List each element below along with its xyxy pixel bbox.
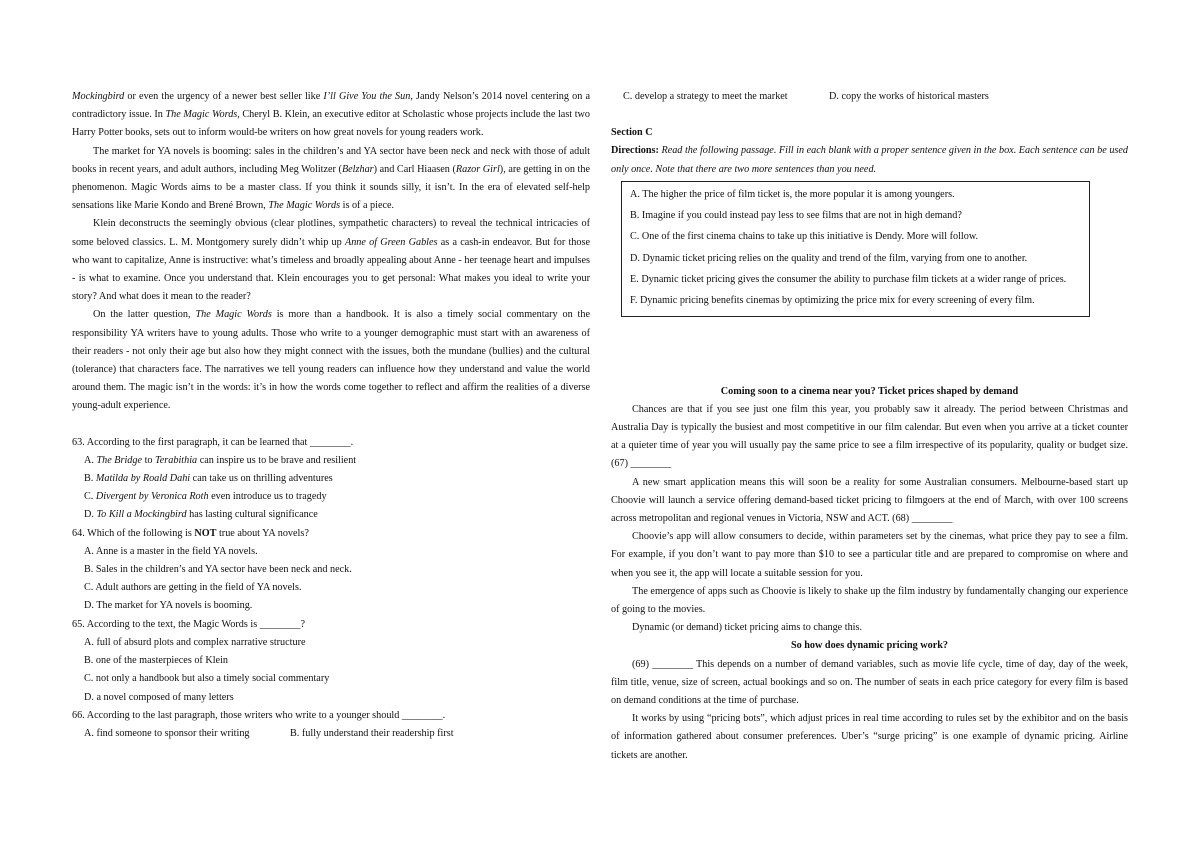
question-66-option-d[interactable]: D. copy the works of historical masters [829,91,989,102]
passage-paragraph-6: (69) ________ This depends on a number of demand variables, such as movie life cycle, time of day, day of the week, film title, venue, size of screen, actual bookings and so on. The number of seats in each price category for every film is based on demand conditions at the time of purchase. [611,658,1128,707]
option-letter: B. [84,473,96,485]
book-title: Razor Girl [455,163,500,175]
book-title: Terabithia [155,454,198,466]
text-run: 64. Which of the following is [72,527,195,539]
option-letter: C. [84,491,96,503]
passage-paragraph-7: It works by using “pricing bots”, which adjust prices in real time according to rules set by the exhibitor and on the basis of information gathered about consumer preferences. Uber’s “surge pricing” is one example of dynamic pricing. Airline tickets are another. [611,713,1128,761]
question-65-stem: 65. According to the text, the Magic Words is ________? [72,618,305,630]
option-letter: A. [84,454,97,466]
spacer [72,416,590,434]
question-66-stem: 66. According to the last paragraph, those writers who write to a younger should ________. [72,709,446,721]
book-title: Mockingbird [72,91,125,102]
book-title: To Kill a Mockingbird [96,509,187,521]
sentence-option-c[interactable]: C. One of the first cinema chains to take up this initiative is Dendy. More will follow. [630,231,979,243]
question-64-option-a[interactable]: A. Anne is a master in the field YA novels. [84,545,258,557]
right-column [611,88,1128,765]
question-63-stem: 63. According to the first paragraph, it can be learned that ________. [72,436,354,448]
question-66-options-cd [611,88,1128,106]
book-title: The Bridge [96,454,143,466]
text-run: is more than a handbook. It is also a timely social commentary on the responsibility YA writers have to young adults. Those who write to a younger demographic must start with an awareness of their readers - not only their age but also how they might connect with the issues, both the mundane (bullies) and the cultural (tolerance) that characters face. The narratives we tell young readers can influence how they understand and value the world around them. The magic isn’t in the words: it’s in how the words come together to reflect and affirm the realities of a diverse young-adult experience. [72,309,590,412]
passage-paragraph-1: Chances are that if you see just one film this year, you probably saw it already. The period between Christmas and Australia Day is typically the busiest and most competitive in our film calendar. But even when you arrive at a ticket counter at a quieter time of year you will usually pay the same price to see a film irrespective of its popularity, quality or budget size. (67) ________ [611,403,1128,470]
question-66-option-b[interactable]: B. fully understand their readership first [290,727,454,739]
spacer [611,317,1128,383]
question-65-option-a[interactable]: A. full of absurd plots and complex narrative structure [84,636,306,648]
question-66-option-c[interactable]: C. develop a strategy to meet the market [623,91,788,102]
question-65-option-d[interactable]: D. a novel composed of many letters [84,691,234,703]
text-run: The market for YA novels is booming: sales in the children’s and YA sector have been neck and neck with those of adult books in recent years, and adult authors, including Meg Wolitzer ( [72,145,590,175]
book-title: The Magic Words [195,309,272,321]
sentence-option-e[interactable]: E. Dynamic ticket pricing gives the consumer the ability to purchase film tickets at a wider range of prices. [630,274,1067,285]
emphasis: NOT [194,527,217,539]
book-title: I’ll Give You the Sun [323,91,411,102]
section-heading: Section C [611,127,653,139]
text-run: or even the urgency of a newer best seller like [124,91,324,102]
question-66-options-ab [72,725,590,743]
text-run: even introduce us to tragedy [208,491,327,503]
text-run: to [142,454,156,466]
sentence-option-a[interactable]: A. The higher the price of film ticket is, the more popular it is among youngers. [630,188,955,200]
passage-paragraph-4: The emergence of apps such as Choovie is likely to shake up the film industry by fundamentally changing our experience of going to the movies. [611,585,1128,616]
text-run: as a cash-in endeavor. But for those who want to capitalize, Anne is instructive: what’s timeless and broadly appealing about Anne - her teenage heart and impulses - is what to examine. Once you understand that. Klein encourages you to get personal: What makes you ideal to write your story? And what does it mean to the reader? [72,236,590,303]
spacer [611,106,1128,124]
book-title: Matilda by Roald Dahi [95,473,191,485]
question-66-option-a[interactable]: A. find someone to sponsor their writing [84,727,250,739]
book-title: The Magic Words [165,109,238,121]
question-64-stem [72,525,590,543]
question-65-option-b[interactable]: B. one of the masterpieces of Klein [84,655,228,667]
sentence-option-d[interactable]: D. Dynamic ticket pricing relies on the quality and trend of the film, varying from one to another. [630,252,1028,264]
book-title: Belzhar [341,163,374,175]
question-64-option-d[interactable]: D. The market for YA novels is booming. [84,600,253,612]
paragraph-4 [72,306,590,415]
left-column [72,88,590,743]
text-run: ) and Carl Hiaasen ( [373,163,456,175]
sentence-option-f[interactable]: F. Dynamic pricing benefits cinemas by optimizing the price mix for every screening of every film. [630,295,1035,307]
text-run: true about YA novels? [216,527,309,539]
question-64-option-c[interactable]: C. Adult authors are getting in the field of YA novels. [84,582,302,594]
passage-paragraph-5: Dynamic (or demand) ticket pricing aims to change this. [632,622,862,634]
question-63-option-b[interactable] [72,470,590,488]
paragraph-2 [72,143,590,216]
text-run: is of a piece. [340,200,395,212]
option-letter: D. [84,509,97,521]
text-run: Klein deconstructs the seemingly obvious (clear plotlines, sympathetic characters) to reveal the technical intricacies of some beloved classics. L. M. Montgomery surely didn’t whip up [72,218,590,248]
paragraph-3 [72,215,590,306]
directions-text: Read the following passage. Fill in each blank with a proper sentence given in the box. Each sentence can be used only once. Note that there are two more sentences than you need. [611,145,1128,175]
passage-title: Coming soon to a cinema near you? Ticket prices shaped by demand [720,385,1019,397]
question-65-option-c[interactable]: C. not only a handbook but also a timely social commentary [84,673,330,685]
text-run: , Cheryl B. Klein, an executive editor at Scholastic whose projects include the last two Harry Potter books, sets out to inform would-be writers on how great novels for young readers work. [72,109,590,139]
sentence-option-b[interactable]: B. Imagine if you could instead pay less to see films that are not in high demand? [630,210,962,222]
book-title: The Magic Words [268,200,341,212]
directions-label: Directions: [611,145,659,157]
text-run: ), are getting in on the phenomenon. Magic Words aims to be a master class. If you think it sounds silly, it isn’t. In the era of elevated self-help sensations like Marie Kondo and Brené Brown, [72,163,590,212]
text-run: can take us on thrilling adventures [190,473,333,485]
text-run: , Jandy Nelson’s 2014 novel centering on a contradictory issue. In [72,91,590,121]
text-run: has lasting cultural significance [186,509,318,521]
passage-paragraph-3: Choovie’s app will allow consumers to decide, within parameters set by the cinemas, what price they pay to see a film. For example, if you don’t want to pay more than $10 to see a particular title and are prepared to compromise on where and when you see it, the app will locate a suitable session for you. [611,531,1128,579]
book-title: Anne of Green Gables [344,236,438,248]
question-63-option-d[interactable] [72,506,590,524]
sentence-options-box [621,181,1090,317]
book-title: Divergent by Veronica Roth [95,491,209,503]
question-63-option-c[interactable] [72,488,590,506]
text-run: On the latter question, [93,309,196,321]
question-63-option-a[interactable] [72,452,590,470]
question-64-option-b[interactable]: B. Sales in the children’s and YA sector have been neck and neck. [84,564,352,576]
passage-paragraph-2: A new smart application means this will soon be a reality for some Australian consumers. Melbourne-based start up Choovie will launch a service offering demand-based ticket pricing to filmgoers at the end of March, with over 100 screens across metropolitan and regional venues in Victoria, NSW and ACT. (68) ________ [611,476,1128,525]
directions [611,142,1128,178]
text-run: can inspire us to be brave and resilient [197,454,357,466]
passage-subheading: So how does dynamic pricing work? [790,640,949,652]
paragraph-1 [72,88,590,143]
